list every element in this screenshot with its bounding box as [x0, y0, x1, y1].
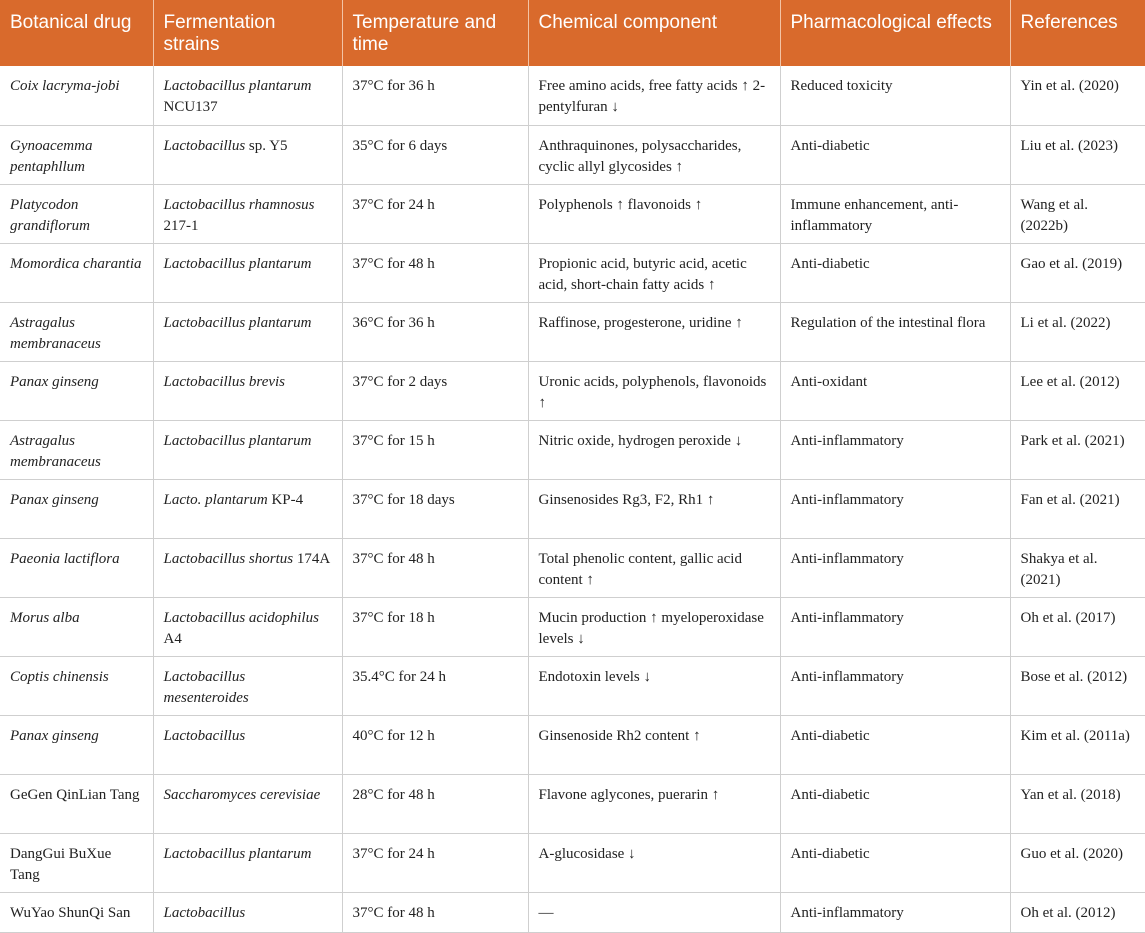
cell-fermentation-strain	[153, 892, 342, 932]
cell-pharmacological-effect: Anti-inflammatory	[780, 479, 1010, 538]
cell-chemical-component: Ginsenoside Rh2 content ↑	[528, 715, 780, 774]
cell-pharmacological-effect: Anti-inflammatory	[780, 597, 1010, 656]
strain-suffix: A4	[163, 630, 182, 647]
cell-chemical-component: Propionic acid, butyric acid, acetic acid, short-chain fatty acids ↑	[528, 243, 780, 302]
cell-reference: Wang et al. (2022b)	[1010, 184, 1145, 243]
cell-fermentation-strain	[153, 243, 342, 302]
cell-chemical-component: A-glucosidase ↓	[528, 833, 780, 892]
strain-species-name: Lactobacillus	[163, 727, 246, 744]
cell-temperature-time: 37°C for 36 h	[342, 66, 528, 125]
strain-species-name: Saccharomyces cerevisiae	[163, 786, 321, 803]
cell-pharmacological-effect: Anti-oxidant	[780, 361, 1010, 420]
strain-species-name: Lactobacillus shortus	[163, 550, 294, 567]
header-pharmacological-effects: Pharmacological effects	[780, 0, 1010, 66]
cell-chemical-component: Endotoxin levels ↓	[528, 656, 780, 715]
cell-botanical-drug: Astragalus membranaceus	[0, 420, 153, 479]
cell-pharmacological-effect: Anti-inflammatory	[780, 420, 1010, 479]
table-row	[0, 184, 1145, 243]
table-row	[0, 597, 1145, 656]
table-row	[0, 774, 1145, 833]
cell-botanical-drug: Platycodon grandiflorum	[0, 184, 153, 243]
cell-temperature-time: 37°C for 48 h	[342, 243, 528, 302]
cell-pharmacological-effect: Anti-diabetic	[780, 125, 1010, 184]
cell-temperature-time: 37°C for 18 days	[342, 479, 528, 538]
cell-botanical-drug: Panax ginseng	[0, 479, 153, 538]
cell-botanical-drug: Astragalus membranaceus	[0, 302, 153, 361]
cell-chemical-component: Anthraquinones, polysaccharides, cyclic allyl glycosides ↑	[528, 125, 780, 184]
strain-species-name: Lactobacillus plantarum	[163, 845, 312, 862]
strain-species-name: Lactobacillus	[163, 137, 246, 154]
header-temperature-time: Temperature and time	[342, 0, 528, 66]
header-botanical-drug: Botanical drug	[0, 0, 153, 66]
cell-fermentation-strain	[153, 774, 342, 833]
cell-chemical-component: Uronic acids, polyphenols, flavonoids ↑	[528, 361, 780, 420]
cell-botanical-drug: Coix lacryma-jobi	[0, 66, 153, 125]
cell-pharmacological-effect: Anti-diabetic	[780, 715, 1010, 774]
cell-reference: Shakya et al. (2021)	[1010, 538, 1145, 597]
cell-chemical-component: Total phenolic content, gallic acid content ↑	[528, 538, 780, 597]
header-chemical-component: Chemical component	[528, 0, 780, 66]
cell-chemical-component: Raffinose, progesterone, uridine ↑	[528, 302, 780, 361]
cell-reference: Oh et al. (2017)	[1010, 597, 1145, 656]
cell-pharmacological-effect: Anti-diabetic	[780, 774, 1010, 833]
cell-pharmacological-effect: Immune enhancement, anti-inflammatory	[780, 184, 1010, 243]
cell-botanical-drug: Paeonia lactiflora	[0, 538, 153, 597]
strain-species-name: Lactobacillus acidophilus	[163, 609, 319, 626]
cell-fermentation-strain	[153, 420, 342, 479]
cell-pharmacological-effect: Anti-diabetic	[780, 243, 1010, 302]
table-body	[0, 66, 1145, 932]
strain-species-name: Lactobacillus plantarum	[163, 314, 312, 331]
cell-temperature-time: 35°C for 6 days	[342, 125, 528, 184]
cell-reference: Li et al. (2022)	[1010, 302, 1145, 361]
cell-botanical-drug: Momordica charantia	[0, 243, 153, 302]
strain-suffix: 217-1	[163, 217, 199, 234]
cell-temperature-time: 37°C for 48 h	[342, 538, 528, 597]
cell-reference: Guo et al. (2020)	[1010, 833, 1145, 892]
cell-botanical-drug: Panax ginseng	[0, 361, 153, 420]
cell-temperature-time: 40°C for 12 h	[342, 715, 528, 774]
cell-fermentation-strain	[153, 125, 342, 184]
cell-fermentation-strain	[153, 479, 342, 538]
cell-chemical-component: Polyphenols ↑ flavonoids ↑	[528, 184, 780, 243]
table-row	[0, 66, 1145, 125]
strain-species-name: Lactobacillus	[163, 904, 246, 921]
strain-species-name: Lactobacillus brevis	[163, 373, 286, 390]
cell-temperature-time: 36°C for 36 h	[342, 302, 528, 361]
table-row	[0, 243, 1145, 302]
cell-fermentation-strain	[153, 538, 342, 597]
cell-botanical-drug: GeGen QinLian Tang	[0, 774, 153, 833]
cell-pharmacological-effect: Regulation of the intestinal flora	[780, 302, 1010, 361]
cell-pharmacological-effect: Anti-inflammatory	[780, 892, 1010, 932]
strain-species-name: Lactobacillus mesenteroides	[163, 668, 249, 706]
cell-chemical-component: —	[528, 892, 780, 932]
cell-fermentation-strain	[153, 597, 342, 656]
table-header-row	[0, 0, 1145, 66]
strain-suffix: NCU137	[163, 99, 218, 115]
cell-reference: Lee et al. (2012)	[1010, 361, 1145, 420]
cell-chemical-component: Nitric oxide, hydrogen peroxide ↓	[528, 420, 780, 479]
table-row	[0, 125, 1145, 184]
cell-reference: Yan et al. (2018)	[1010, 774, 1145, 833]
table-row	[0, 656, 1145, 715]
cell-fermentation-strain	[153, 184, 342, 243]
strain-species-name: Lactobacillus plantarum	[163, 78, 312, 94]
cell-reference: Kim et al. (2011a)	[1010, 715, 1145, 774]
cell-reference: Yin et al. (2020)	[1010, 66, 1145, 125]
cell-fermentation-strain	[153, 715, 342, 774]
cell-botanical-drug: Gynoacemma pentaphllum	[0, 125, 153, 184]
cell-reference: Fan et al. (2021)	[1010, 479, 1145, 538]
table-row	[0, 361, 1145, 420]
cell-pharmacological-effect: Anti-inflammatory	[780, 538, 1010, 597]
cell-pharmacological-effect: Anti-inflammatory	[780, 656, 1010, 715]
cell-botanical-drug: Morus alba	[0, 597, 153, 656]
strain-species-name: Lactobacillus rhamnosus	[163, 196, 315, 213]
cell-fermentation-strain	[153, 302, 342, 361]
table-row	[0, 833, 1145, 892]
cell-reference: Bose et al. (2012)	[1010, 656, 1145, 715]
cell-reference: Liu et al. (2023)	[1010, 125, 1145, 184]
table-row	[0, 715, 1145, 774]
header-fermentation-strains: Fermentation strains	[153, 0, 342, 66]
strain-species-name: Lacto. plantarum	[163, 491, 268, 508]
strain-species-name: Lactobacillus plantarum	[163, 432, 312, 449]
cell-chemical-component: Flavone aglycones, puerarin ↑	[528, 774, 780, 833]
table-row	[0, 302, 1145, 361]
cell-reference: Gao et al. (2019)	[1010, 243, 1145, 302]
cell-temperature-time: 37°C for 18 h	[342, 597, 528, 656]
table-row	[0, 420, 1145, 479]
cell-temperature-time: 37°C for 24 h	[342, 184, 528, 243]
cell-botanical-drug: DangGui BuXue Tang	[0, 833, 153, 892]
cell-fermentation-strain	[153, 361, 342, 420]
cell-temperature-time: 37°C for 2 days	[342, 361, 528, 420]
strain-suffix: KP-4	[267, 491, 304, 508]
cell-chemical-component: Mucin production ↑ myeloperoxidase levels ↓	[528, 597, 780, 656]
cell-fermentation-strain	[153, 833, 342, 892]
cell-temperature-time: 37°C for 24 h	[342, 833, 528, 892]
cell-chemical-component: Free amino acids, free fatty acids ↑ 2-pentylfuran ↓	[528, 66, 780, 125]
cell-reference: Park et al. (2021)	[1010, 420, 1145, 479]
cell-botanical-drug: Coptis chinensis	[0, 656, 153, 715]
cell-temperature-time: 37°C for 15 h	[342, 420, 528, 479]
strain-suffix: 174A	[293, 550, 331, 567]
cell-fermentation-strain	[153, 656, 342, 715]
cell-temperature-time: 35.4°C for 24 h	[342, 656, 528, 715]
strain-species-name: Lactobacillus plantarum	[163, 255, 312, 272]
cell-botanical-drug: Panax ginseng	[0, 715, 153, 774]
strain-suffix: sp. Y5	[245, 137, 288, 154]
table-row	[0, 479, 1145, 538]
cell-temperature-time: 37°C for 48 h	[342, 892, 528, 932]
cell-fermentation-strain	[153, 66, 342, 125]
cell-pharmacological-effect: Reduced toxicity	[780, 66, 1010, 125]
cell-temperature-time: 28°C for 48 h	[342, 774, 528, 833]
table-row	[0, 538, 1145, 597]
cell-reference: Oh et al. (2012)	[1010, 892, 1145, 932]
header-references: References	[1010, 0, 1145, 66]
table-row	[0, 892, 1145, 932]
cell-chemical-component: Ginsenosides Rg3, F2, Rh1 ↑	[528, 479, 780, 538]
cell-botanical-drug: WuYao ShunQi San	[0, 892, 153, 932]
cell-pharmacological-effect: Anti-diabetic	[780, 833, 1010, 892]
